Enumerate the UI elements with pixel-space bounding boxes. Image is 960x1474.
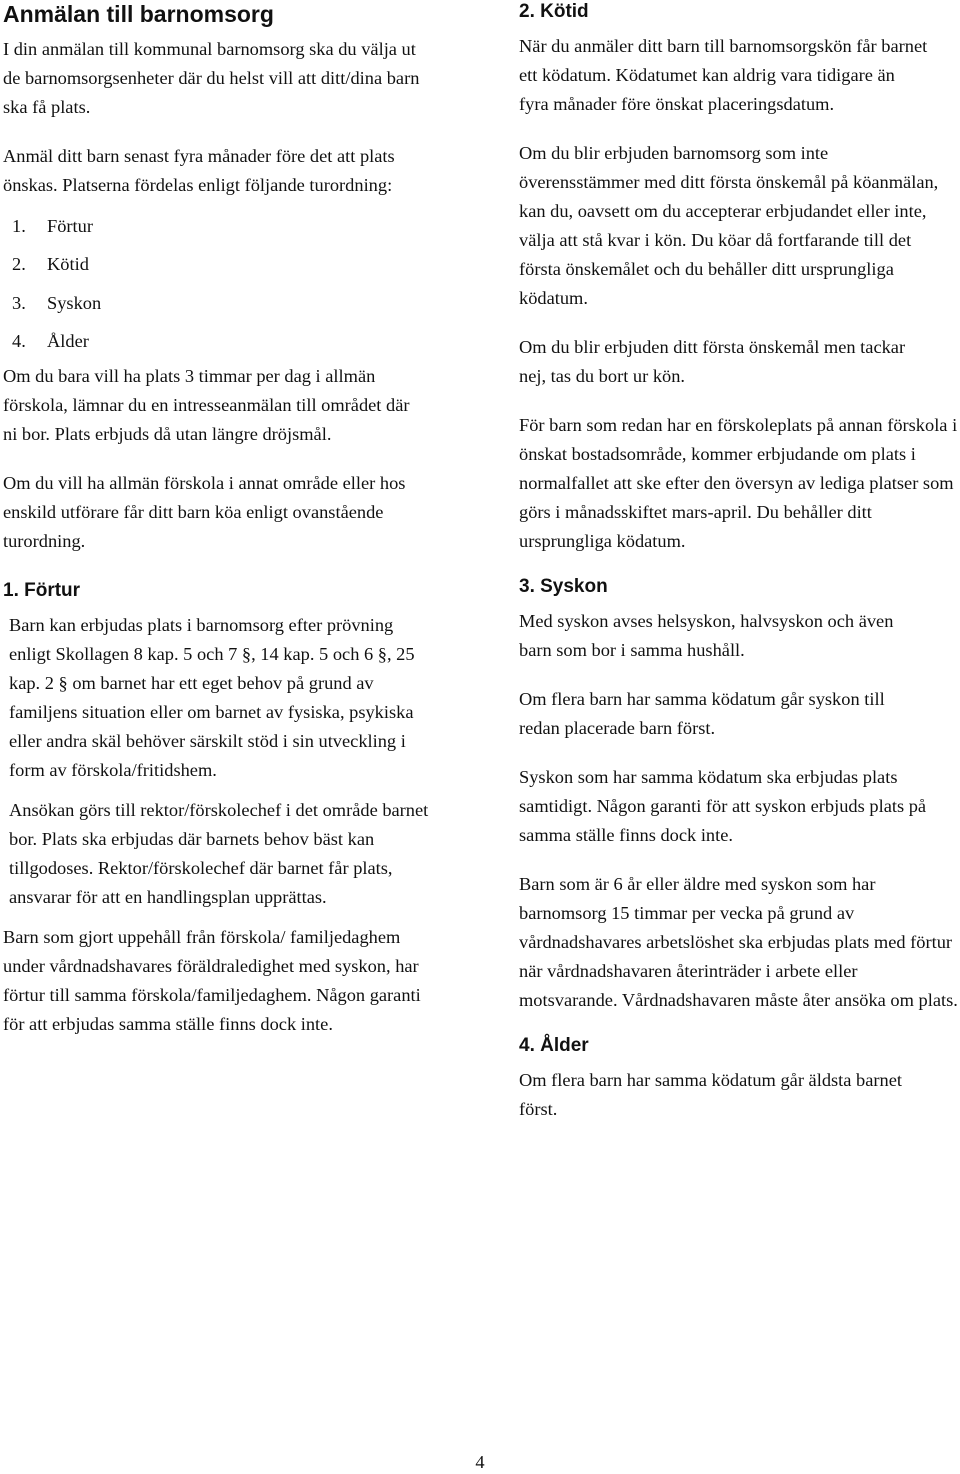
list-item: 1. Förtur [12, 216, 93, 236]
alder-heading: 4. Ålder [519, 1035, 589, 1056]
fortur-section [3, 611, 453, 912]
priority-order-list [3, 207, 453, 360]
syskon-heading: 3. Syskon [519, 576, 608, 597]
fortur-paragraph-1: Barn kan erbjudas plats i barnomsorg efter prövning enligt Skollagen 8 kap. 5 och 7 §, 14 kap. 5 och 6 §, 25 kap. 2 § om barnet har ett eget behov på grund av familjens situation eller om barnet av fysiska, psykiska eller andra skäl behöver särskilt stöd i sin utveckling i form av förskola/fritidshem. [9, 615, 415, 781]
fortur-heading: 1. Förtur [3, 580, 81, 602]
three-hours-paragraph: Om du bara vill ha plats 3 timmar per dag i allmän förskola, lämnar du en intresseanmälan till området där ni bor. Plats erbjuds då utan längre dröjsmål. [3, 366, 410, 445]
intro-paragraph: I din anmälan till kommunal barnomsorg ska du välja ut de barnomsorgsenheter där du helst vill att ditt/dina barn ska få plats. [3, 39, 420, 117]
fortur-paragraph-2: Ansökan görs till rektor/förskolechef i det område barnet bor. Plats ska erbjudas där barnets behov bäst kan tillgodoses. Rektor/förskolechef där barnet får plats, ansvarar för att en handlingsplan upprättas. [9, 800, 429, 908]
alder-paragraph-1: Om flera barn har samma ködatum går äldsta barnet först. [519, 1070, 902, 1119]
other-area-paragraph: Om du vill ha allmän förskola i annat område eller hos enskild utförare får ditt barn köa enligt ovanstående turordning. [3, 473, 406, 552]
syskon-paragraph-4: Barn som är 6 år eller äldre med syskon som har barnomsorg 15 timmar per vecka på grund av vårdnadshavares arbetslöshet ska erbjudas plats med förtur när vårdnadshavaren återinträder i arbete eller motsvarande. Vårdnadshavaren måste åter ansöka om plats. [519, 874, 958, 1010]
list-item: 4. Ålder [12, 330, 89, 351]
list-item: 3. Syskon [12, 292, 102, 313]
kotid-paragraph-1: När du anmäler ditt barn till barnomsorgskön får barnet ett ködatum. Ködatumet kan aldrig vara tidigare än fyra månader före önskat placeringsdatum. [519, 36, 928, 114]
left-column [3, 0, 453, 1039]
kotid-heading: 2. Kötid [519, 1, 589, 22]
kotid-paragraph-3: Om du blir erbjuden ditt första önskemål men tackar nej, tas du bort ur kön. [519, 337, 906, 386]
syskon-paragraph-2: Om flera barn har samma ködatum går syskon till redan placerade barn först. [519, 689, 885, 738]
deadline-paragraph: Anmäl ditt barn senast fyra månader före det att plats önskas. Platserna fördelas enligt följande turordning: [3, 146, 395, 195]
right-column [519, 0, 959, 1124]
page-number: 4 [475, 1452, 485, 1472]
list-item: 2. Kötid [12, 254, 89, 275]
syskon-paragraph-3: Syskon som har samma ködatum ska erbjudas plats samtidigt. Någon garanti för att syskon erbjuds plats på samma ställe finns dock inte. [519, 767, 927, 845]
fortur-paragraph-3: Barn som gjort uppehåll från förskola/ familjedaghem under vårdnadshavares föräldraledighet med syskon, har förtur till samma förskola/familjedaghem. Någon garanti för att erbjudas samma ställe finns dock inte. [3, 927, 421, 1035]
page-title: Anmälan till barnomsorg [3, 1, 274, 27]
kotid-paragraph-2: Om du blir erbjuden barnomsorg som inte överensstämmer med ditt första önskemål på köanmälan, kan du, oavsett om du accepterar erbjudandet eller inte, välja att stå kvar i kön. Du köar då fortfarande till det första önskemålet och du behåller ditt ursprungliga ködatum. [519, 143, 939, 308]
syskon-paragraph-1: Med syskon avses helsyskon, halvsyskon och även barn som bor i samma hushåll. [519, 611, 894, 660]
kotid-paragraph-4: För barn som redan har en förskoleplats på annan förskola i önskat bostadsområde, kommer erbjudande om plats i normalfallet att ske efter den översyn av lediga platser som görs i månadsskiftet mars-april. Du behåller ditt ursprungliga ködatum. [519, 415, 958, 551]
